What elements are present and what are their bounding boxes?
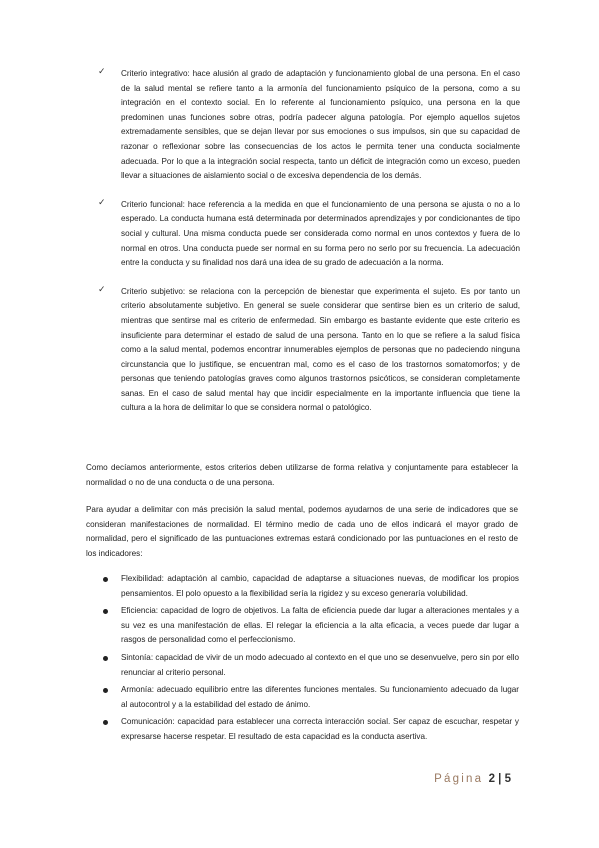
indicator-item-eficiencia	[101, 604, 519, 648]
checkmark-icon: ✓	[98, 284, 106, 295]
criteria-text: Criterio integrativo: hace alusión al grado de adaptación y funcionamiento global de una persona. En el caso de la salud mental se refiere tanto a la armonía del funcionamiento psíquico de la persona, como a su integración en el contexto social. En lo referente al funcionamiento psíquico, una persona en la que predominen unas funciones sobre otras, podría padecer alguna patología. Por ejemplo aquellos sujetos extremadamente sensibles, que se dejan llevar por sus emociones o sus impulsos, sin que su capacidad de razonar o reflexionar sobre las consecuencias de los actos le permita tener una conducta socialmente adecuada. Por lo que a la integración social respecta, tanto un déficit de integración como un exceso, pueden llevar a situaciones de aislamiento social o de excesiva dependencia de los demás.	[121, 69, 520, 181]
page-number: 2 | 5	[488, 773, 511, 785]
criteria-text: Criterio funcional: hace referencia a la medida en que el funcionamiento de una persona se ajusta o no a lo esperado. La conducta humana está determinada por determinados aprendizajes y por condicionantes de tipo social y cultural. Una misma conducta puede ser considerada como normal en unos contextos y fuera de lo normal en otros. Una conducta puede ser normal en su forma pero no serlo por su frecuencia. La adecuación entre la conducta y su finalidad nos dará una idea de su grado de adecuación a la norma.	[121, 199, 520, 268]
indicator-text: Comunicación: capacidad para establecer una correcta interacción social. Ser capaz de escuchar, respetar y expresarse hacerse respetar. El resultado de esta capacidad es la conducta asertiva.	[121, 717, 519, 741]
criteria-text: Criterio subjetivo: se relaciona con la percepción de bienestar que experimenta el sujeto. Es por tanto un criterio absolutamente subjetivo. En general se suele considerar que sentirse bien es un criterio de salud, mientras que sentirse mal es criterio de enfermedad. Sin embargo es bastante evidente que este criterio es insuficiente para determinar el estado de salud de una persona. Tanto en lo que se refiere a la salud física como a la salud mental, podemos encontrar innumerables ejemplos de personas que no padeciendo ninguna circunstancia que lo justifique, se encuentran mal, como es el caso de los trastornos somatomorfos; y de personas que teniendo patologías graves como algunos trastornos psicóticos, se consideran completamente sanas. En el caso de salud mental hay que incidir especialmente en la importante influencia que tiene la cultura a la hora de delimitar lo que se considera normal o patológico.	[121, 286, 520, 413]
indicator-item-armonia	[101, 683, 519, 712]
indicator-text: Sintonía: capacidad de vivir de un modo adecuado al contexto en el que uno se desenvuelve, pero sin por ello renunciar al criterio personal.	[121, 652, 519, 677]
indicator-item-comunicacion	[101, 715, 519, 744]
indicator-text: Flexibilidad: adaptación al cambio, capacidad de adaptarse a situaciones nuevas, de modificar los propios pensamientos. El polo opuesto a la flexibilidad sería la rigidez y su exceso generaría volubilidad.	[121, 574, 519, 598]
criteria-item-integrativo	[98, 67, 520, 184]
bullet-icon	[103, 577, 108, 582]
indicator-item-flexibilidad	[101, 572, 519, 601]
criteria-item-funcional	[98, 198, 520, 271]
page-label: Página	[434, 773, 484, 785]
paragraph-conclusion: Como decíamos anteriormente, estos criterios deben utilizarse de forma relativa y conjuntamente para establecer la normalidad o no de una conducta o de una persona.	[86, 463, 518, 487]
bullet-icon	[103, 720, 108, 725]
indicator-item-sintonia	[101, 651, 519, 680]
bullet-icon	[103, 609, 108, 614]
paragraph-indicators-intro: Para ayudar a delimitar con más precisión la salud mental, podemos ayudarnos de una serie de indicadores que se consideran manifestaciones de normalidad. El término medio de cada uno de ellos indicará el mayor grado de normalidad, pero el significado de las puntuaciones extremas estará condicionado por las puntuaciones en el resto de los indicadores:	[86, 505, 518, 558]
checkmark-icon: ✓	[98, 67, 106, 77]
criteria-item-subjetivo	[98, 285, 520, 416]
indicators-list	[101, 572, 519, 745]
indicator-text: Eficiencia: capacidad de logro de objetivos. La falta de eficiencia puede dar lugar a alteraciones mentales y a su vez es una manifestación de ellas. El relegar la eficiencia a la alta eficacia, a veces puede dar lugar a rasgos de personalidad como el perfeccionismo.	[121, 606, 519, 645]
indicator-text: Armonía: adecuado equilibrio entre las diferentes funciones mentales. Su funcionamiento adecuado da lugar al autocontrol y a la estabilidad del estado de ánimo.	[121, 685, 519, 709]
criteria-list	[98, 67, 520, 416]
bullet-icon	[103, 656, 108, 661]
page-footer	[434, 773, 511, 785]
checkmark-icon: ✓	[98, 197, 106, 208]
bullet-icon	[103, 688, 108, 693]
